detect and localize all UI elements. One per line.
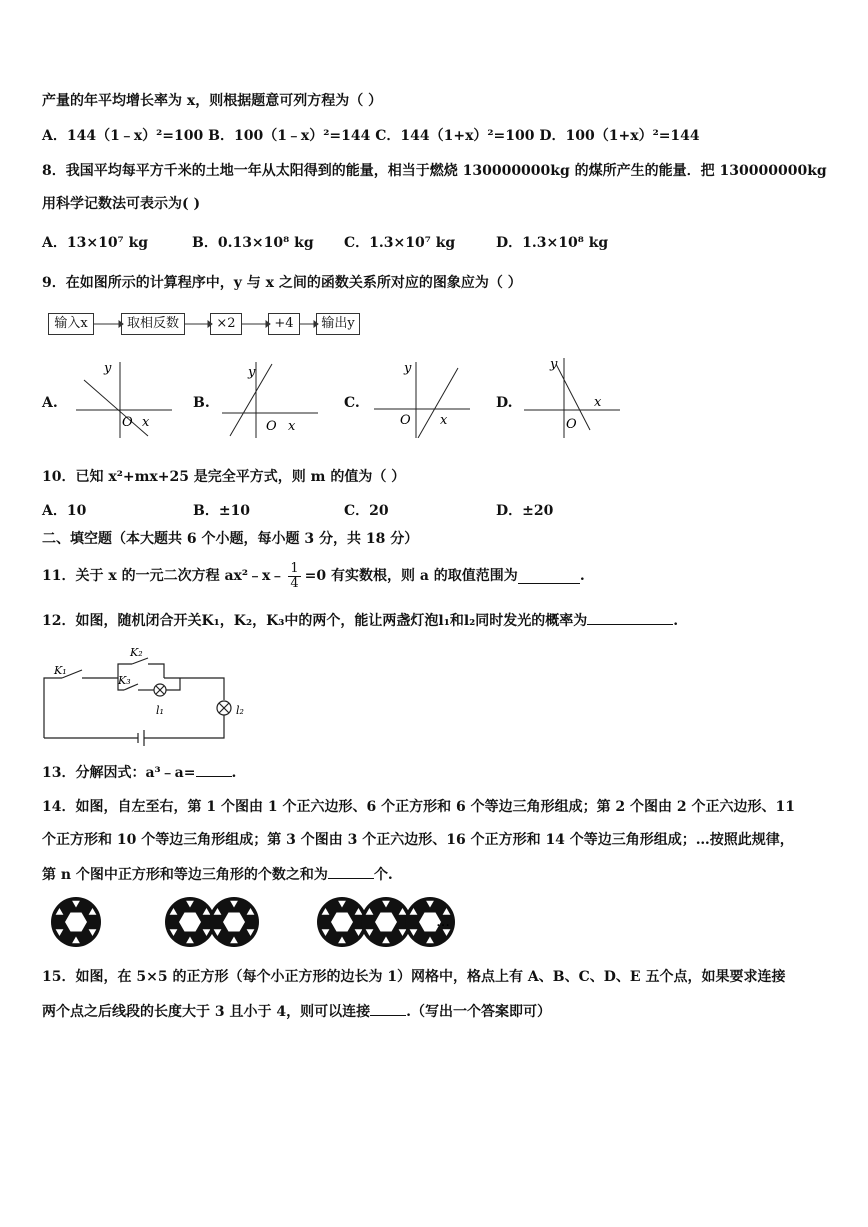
q11-frac-den: 4	[290, 575, 299, 591]
q14-line1: 14．如图，自左至右，第 1 个图由 1 个正六边形、6 个正方形和 6 个等边三角形组成；第 2 个图由 2 个正六边形、11	[42, 799, 796, 815]
q14-line3-end: 个.	[373, 867, 393, 883]
pattern-ellipsis: …	[436, 914, 450, 930]
q12-answer-blank[interactable]	[587, 610, 673, 625]
graph-d	[524, 354, 620, 438]
q8-option-b: B．0.13×10⁸ kg	[192, 235, 314, 251]
q8-stem-line2: 用科学记数法可表示为( )	[42, 196, 201, 212]
q9-option-a-label: A.	[42, 395, 58, 411]
graph-b-x-label: x	[288, 419, 296, 434]
q10-option-b: B．±10	[193, 503, 251, 519]
q12-stem	[42, 610, 678, 630]
q15-line1: 15．如图，在 5×5 的正方形（每个小正方形的边长为 1）网格中，格点上有 A、B、C、D、E 五个点，如果要求连接	[42, 969, 786, 985]
q9-option-b-label: B.	[193, 395, 210, 411]
q12-end: .	[673, 613, 679, 629]
graph-a-x-label: x	[142, 415, 150, 430]
graph-a-origin: O	[122, 415, 133, 430]
graph-d-x-label: x	[594, 395, 602, 410]
flow-arrows	[48, 313, 368, 339]
q9-option-c-label: C.	[344, 395, 360, 411]
circuit-k1-label: K₁	[54, 664, 67, 677]
q10-option-a: A．10	[42, 503, 87, 519]
graph-c-origin: O	[400, 413, 411, 428]
q14-answer-blank[interactable]	[328, 864, 374, 879]
q9-flowchart	[48, 313, 368, 339]
graph-d-origin: O	[566, 417, 577, 432]
q11-fraction	[288, 562, 300, 591]
q8-option-d: D．1.3×10⁸ kg	[496, 235, 609, 251]
q10-option-d: D．±20	[496, 503, 554, 519]
section-2-heading: 二、填空题（本大题共 6 个小题，每小题 3 分，共 18 分）	[42, 531, 419, 547]
q8-option-a: A．13×10⁷ kg	[42, 235, 149, 251]
q9-stem: 9．在如图所示的计算程序中，y 与 x 之间的函数关系所对应的图象应为（ ）	[42, 275, 522, 291]
q11-stem	[42, 557, 585, 595]
circuit-k3-label: K₃	[118, 674, 131, 687]
q14-line3	[42, 864, 393, 884]
q11-frac-num: 1	[290, 560, 299, 576]
q11-end: .	[579, 568, 585, 584]
hexagon-pattern-figures	[44, 894, 464, 950]
graph-c	[374, 358, 470, 438]
q14-line3-text: 第 n 个图中正方形和等边三角形的个数之和为	[42, 867, 328, 883]
flow-box-output: 输出y	[316, 313, 360, 335]
circuit-k2-label: K₂	[130, 646, 143, 659]
q15-answer-blank[interactable]	[370, 1001, 406, 1016]
q12-text: 12．如图，随机闭合开关K₁，K₂，K₃中的两个，能让两盏灯泡l₁和l₂同时发光的概率为	[42, 613, 588, 629]
q8-stem-line1: 8．我国平均每平方千米的土地一年从太阳得到的能量，相当于燃烧 130000000kg 的煤所产生的能量．把 130000000kg	[42, 163, 827, 179]
q11-post: =0 有实数根，则 a 的取值范围为	[304, 568, 518, 584]
graph-a	[76, 358, 172, 438]
graph-a-y-label: y	[104, 361, 112, 376]
q10-stem: 10．已知 x²+mx+25 是完全平方式，则 m 的值为（ ）	[42, 469, 406, 485]
q15-line2-end: .（写出一个答案即可）	[406, 1004, 551, 1020]
q7-options: A．144（1﹣x）²=100 B．100（1﹣x）²=144 C．144（1+x）²=100 D．100（1+x）²=144	[42, 128, 700, 144]
flow-box-negate: 取相反数	[121, 313, 185, 335]
flow-box-input: 输入x	[48, 313, 94, 335]
graph-c-x-label: x	[440, 413, 448, 428]
q8-option-c: C．1.3×10⁷ kg	[344, 235, 456, 251]
q11-answer-blank[interactable]	[518, 569, 580, 584]
q10-option-c: C．20	[344, 503, 389, 519]
graph-b-y-label: y	[248, 365, 256, 380]
q7-stem-continuation: 产量的年平均增长率为 x，则根据题意可列方程为（ ）	[42, 93, 383, 109]
q15-line2	[42, 1001, 551, 1021]
q11-pre: 11．关于 x 的一元二次方程 ax²﹣x﹣	[42, 568, 285, 584]
circuit-l1-label: l₁	[156, 704, 164, 717]
circuit-diagram	[40, 642, 260, 746]
graph-b-origin: O	[266, 419, 277, 434]
q15-line2-text: 两个点之后线段的长度大于 3 且小于 4，则可以连接	[42, 1004, 371, 1020]
flow-box-plus4: +4	[268, 313, 300, 335]
graph-c-y-label: y	[404, 361, 412, 376]
circuit-l2-label: l₂	[236, 704, 244, 717]
graph-b	[222, 358, 318, 438]
q14-line2: 个正方形和 10 个等边三角形组成；第 3 个图由 3 个正六边形、16 个正方形和 14 个等边三角形组成；…按照此规律，	[42, 832, 794, 848]
flow-box-times2: ×2	[210, 313, 242, 335]
graph-d-y-label: y	[550, 357, 558, 372]
q13-end: .	[231, 765, 237, 781]
q13-text: 13．分解因式：a³﹣a=	[42, 765, 196, 781]
q13-stem	[42, 762, 236, 782]
q13-answer-blank[interactable]	[196, 762, 232, 777]
q9-option-d-label: D.	[496, 395, 513, 411]
